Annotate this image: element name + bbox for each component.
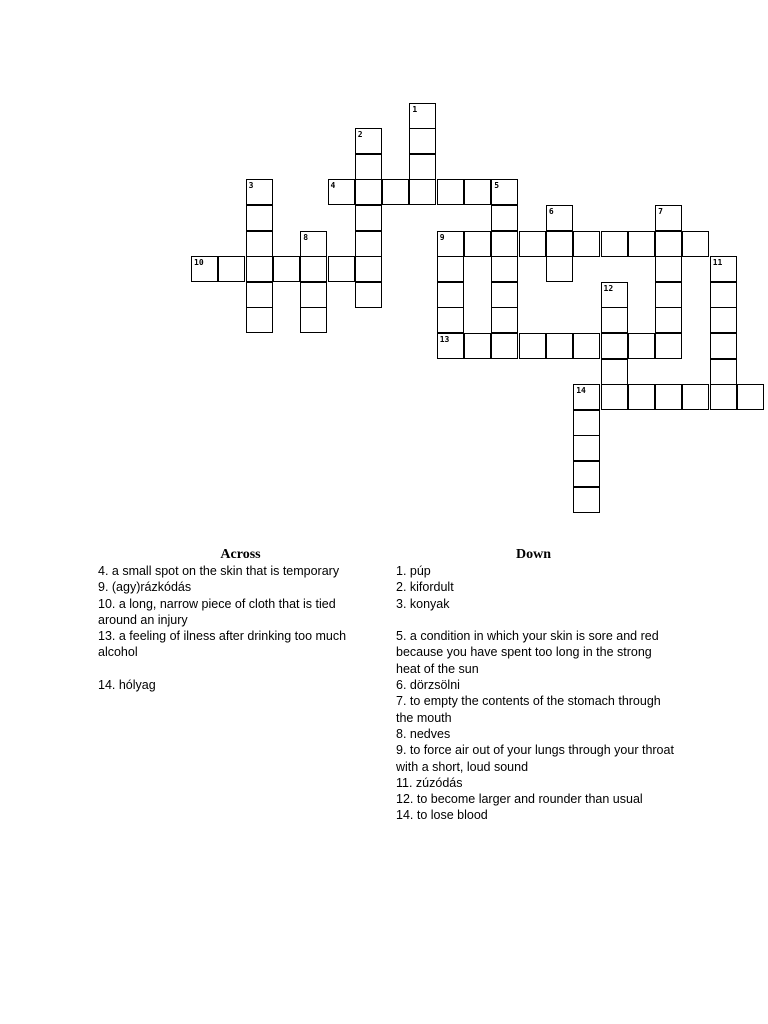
crossword-cell[interactable]	[655, 231, 682, 257]
clue-number: 3	[248, 181, 254, 191]
crossword-cell[interactable]	[573, 333, 600, 359]
crossword-cell[interactable]	[355, 256, 382, 282]
clue-number: 7	[658, 206, 663, 216]
crossword-cell[interactable]	[655, 282, 682, 308]
crossword-cell[interactable]	[628, 384, 655, 410]
crossword-cell[interactable]	[491, 231, 518, 257]
clue-down-12: 12. to become larger and rounder than usual	[396, 792, 643, 807]
crossword-cell[interactable]	[355, 282, 382, 308]
crossword-cell[interactable]	[491, 333, 518, 359]
crossword-cell[interactable]	[573, 461, 600, 487]
crossword-cell[interactable]	[491, 282, 518, 308]
crossword-cell[interactable]	[655, 256, 682, 282]
down-clues	[396, 546, 676, 824]
crossword-cell-12[interactable]	[601, 282, 628, 308]
crossword-cell[interactable]	[409, 179, 436, 205]
crossword-cell[interactable]	[355, 205, 382, 231]
clue-down-1: 1. púp	[396, 564, 431, 578]
crossword-cell[interactable]	[546, 256, 573, 282]
across-heading: Across	[220, 547, 261, 562]
clue-across-4: 4. a small spot on the skin that is temporary	[98, 564, 340, 578]
crossword-cell[interactable]	[710, 333, 737, 359]
clue-down-11: 11. zúzódás	[396, 775, 463, 790]
crossword-cell[interactable]	[573, 410, 600, 436]
crossword-cell[interactable]	[382, 179, 409, 205]
crossword-cell[interactable]	[246, 307, 273, 333]
crossword-cell[interactable]	[710, 282, 737, 308]
crossword-cell[interactable]	[546, 333, 573, 359]
crossword-cell[interactable]	[573, 231, 600, 257]
clue-number: 10	[194, 258, 204, 268]
crossword-cell[interactable]	[710, 384, 737, 410]
crossword-cell-1[interactable]	[409, 103, 436, 129]
crossword-cell[interactable]	[601, 231, 628, 257]
crossword-cell[interactable]	[628, 333, 655, 359]
crossword-cell[interactable]	[710, 307, 737, 333]
crossword-cell[interactable]	[246, 231, 273, 257]
clue-down-8: 8. nedves	[396, 726, 451, 741]
crossword-cell[interactable]	[519, 333, 546, 359]
crossword-cell[interactable]	[682, 384, 709, 410]
crossword-cell[interactable]	[573, 435, 600, 461]
clue-number: 6	[548, 206, 554, 216]
clue-number: 4	[330, 181, 336, 191]
crossword-cell[interactable]	[437, 256, 464, 282]
clue-down-7: 7. to empty the contents of the stomach through the mouth	[396, 694, 661, 725]
crossword-cell-2[interactable]	[355, 128, 382, 154]
crossword-cell[interactable]	[300, 307, 327, 333]
crossword-cell[interactable]	[573, 487, 600, 513]
clue-number: 5	[494, 181, 500, 191]
crossword-cell[interactable]	[546, 231, 573, 257]
crossword-cell[interactable]	[246, 282, 273, 308]
crossword-cell[interactable]	[655, 384, 682, 410]
crossword-cell[interactable]	[519, 231, 546, 257]
crossword-cell[interactable]	[355, 154, 382, 180]
crossword-cell[interactable]	[300, 282, 327, 308]
crossword-cell[interactable]	[355, 179, 382, 205]
clue-number: 13	[439, 334, 450, 344]
clue-across-10: 10. a long, narrow piece of cloth that is tied around an injury	[98, 596, 336, 627]
crossword-cell[interactable]	[328, 256, 355, 282]
clue-number: 14	[576, 386, 586, 396]
crossword-cell-3[interactable]	[246, 179, 273, 205]
clue-number: 1	[412, 104, 418, 114]
clue-down-3: 3. konyak	[396, 596, 450, 611]
crossword-cell[interactable]	[655, 307, 682, 333]
crossword-cell[interactable]	[628, 231, 655, 257]
clue-down-9: 9. to force air out of your lungs through your throat with a short, loud sound	[396, 743, 674, 774]
across-clues	[98, 546, 373, 693]
crossword-cell-14[interactable]	[573, 384, 600, 410]
crossword-cell[interactable]	[437, 307, 464, 333]
crossword-cell[interactable]	[491, 256, 518, 282]
crossword-cell[interactable]	[355, 231, 382, 257]
crossword-cell-7[interactable]	[655, 205, 682, 231]
clue-number: 12	[603, 283, 614, 293]
clue-number: 9	[439, 232, 445, 242]
crossword-cell[interactable]	[409, 128, 436, 154]
crossword-cell[interactable]	[218, 256, 245, 282]
crossword-cell-8[interactable]	[300, 231, 327, 257]
clue-number: 8	[303, 232, 309, 242]
crossword-cell[interactable]	[737, 384, 764, 410]
crossword-cell-6[interactable]	[546, 205, 573, 231]
crossword-cell-5[interactable]	[491, 179, 518, 205]
clue-number: 11	[712, 258, 723, 268]
crossword-cell[interactable]	[437, 179, 464, 205]
crossword-cell[interactable]	[601, 307, 628, 333]
crossword-cell[interactable]	[601, 384, 628, 410]
crossword-cell-10[interactable]	[191, 256, 218, 282]
crossword-cell[interactable]	[601, 333, 628, 359]
clue-down-5: 5. a condition in which your skin is sore and red because you have spent too long in the strong heat of the sun	[396, 629, 659, 676]
crossword-cell[interactable]	[491, 307, 518, 333]
clue-across-14: 14. hólyag	[98, 678, 156, 693]
crossword-cell[interactable]	[464, 179, 491, 205]
crossword-cell[interactable]	[246, 205, 273, 231]
crossword-cell[interactable]	[601, 359, 628, 385]
crossword-cell[interactable]	[464, 333, 491, 359]
crossword-cell[interactable]	[409, 154, 436, 180]
crossword-cell-4[interactable]	[328, 179, 355, 205]
clue-down-2: 2. kifordult	[396, 580, 454, 595]
crossword-cell-11[interactable]	[710, 256, 737, 282]
crossword-cell[interactable]	[273, 256, 300, 282]
clue-across-13: 13. a feeling of ilness after drinking too much alcohol	[98, 629, 347, 660]
crossword-cell-13[interactable]	[437, 333, 464, 359]
crossword-cell[interactable]	[655, 333, 682, 359]
down-heading: Down	[515, 547, 551, 562]
clue-down-14: 14. to lose blood	[396, 808, 488, 823]
crossword-cell[interactable]	[300, 256, 327, 282]
crossword-cell[interactable]	[246, 256, 273, 282]
crossword-cell[interactable]	[491, 205, 518, 231]
clue-across-9: 9. (agy)rázkódás	[98, 580, 192, 595]
crossword-cell[interactable]	[710, 359, 737, 385]
crossword-cell-9[interactable]	[437, 231, 464, 257]
crossword-cell[interactable]	[437, 282, 464, 308]
clue-down-6: 6. dörzsölni	[396, 678, 460, 693]
crossword-cell[interactable]	[682, 231, 709, 257]
crossword-cell[interactable]	[464, 231, 491, 257]
clue-number: 2	[357, 130, 363, 140]
